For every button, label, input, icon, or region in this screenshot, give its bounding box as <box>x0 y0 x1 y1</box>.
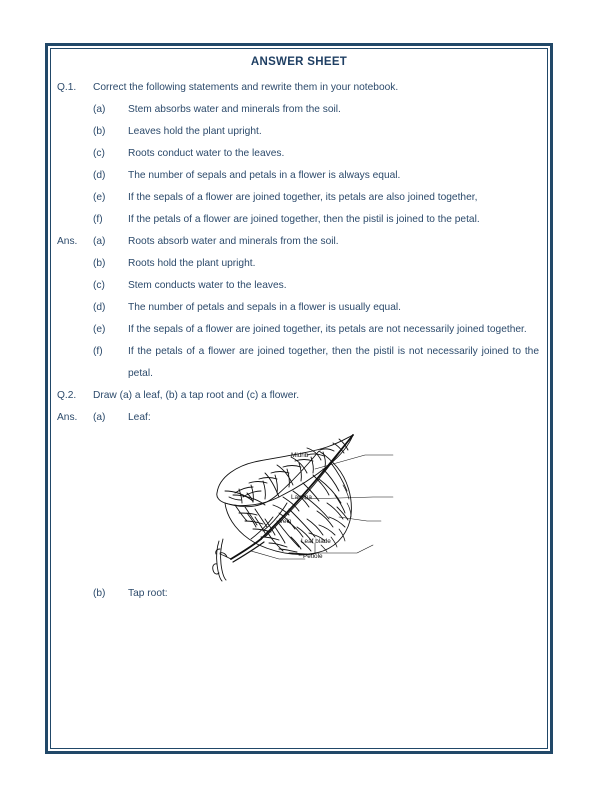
answer-text: Leaf: <box>128 412 151 423</box>
answer-letter: (f) <box>93 346 103 357</box>
page-title: ANSWER SHEET <box>250 56 348 68</box>
question-1-answer-c <box>57 275 541 297</box>
answer-text: If the petals of a flower are joined together, then the pistil is not necessarily joined to the petal. <box>128 346 539 379</box>
leaf-diagram-icon <box>187 433 437 583</box>
question-1-answer-a <box>57 231 541 253</box>
question-2-answer-b <box>57 583 541 605</box>
item-text: If the sepals of a flower are joined together, its petals are also joined together, <box>128 192 478 203</box>
answer-text: If the sepals of a flower are joined together, its petals are not necessarily joined together. <box>128 324 527 335</box>
leaf-label-petiole: Petiole <box>303 553 323 560</box>
answer-text: Tap root: <box>128 588 168 599</box>
question-1-answer-d <box>57 297 541 319</box>
question-1-prompt: Correct the following statements and rewrite them in your notebook. <box>93 82 399 93</box>
question-2-answer-a <box>57 407 541 429</box>
answer-letter: (e) <box>93 324 106 335</box>
item-letter: (f) <box>93 214 103 225</box>
leaf-figure <box>57 433 541 583</box>
question-1-item-f <box>57 209 541 231</box>
item-text: Roots conduct water to the leaves. <box>128 148 285 159</box>
answer-letter: (d) <box>93 302 106 313</box>
document-body <box>51 77 547 605</box>
answer-text: Roots absorb water and minerals from the soil. <box>128 236 339 247</box>
leaf-label-midrib: Midrib <box>291 452 309 459</box>
question-1-prompt-row <box>57 77 541 99</box>
item-text: The number of sepals and petals in a flower is always equal. <box>128 170 401 181</box>
answer-letter: (c) <box>93 280 105 291</box>
item-letter: (b) <box>93 126 106 137</box>
item-letter: (d) <box>93 170 106 181</box>
answer-text: Stem conducts water to the leaves. <box>128 280 287 291</box>
item-letter: (a) <box>93 104 106 115</box>
question-1-answer-f <box>57 341 541 385</box>
question-1-item-d <box>57 165 541 187</box>
leaf-label-lamina: Lamina <box>291 494 312 501</box>
item-text: Stem absorbs water and minerals from the soil. <box>128 104 341 115</box>
answer-letter: (a) <box>93 236 106 247</box>
item-letter: (c) <box>93 148 105 159</box>
answer-letter: (a) <box>93 412 106 423</box>
item-letter: (e) <box>93 192 106 203</box>
question-1-item-a <box>57 99 541 121</box>
question-1-item-c <box>57 143 541 165</box>
answer-label: Ans. <box>57 412 78 423</box>
question-2-prompt-row <box>57 385 541 407</box>
question-1-answer-e <box>57 319 541 341</box>
answer-text: The number of petals and sepals in a flower is usually equal. <box>128 302 401 313</box>
leaf-label-leaf-blade: Leaf blade <box>301 538 331 545</box>
question-2-number: Q.2. <box>57 390 77 401</box>
answer-text: Roots hold the plant upright. <box>128 258 256 269</box>
question-1-item-b <box>57 121 541 143</box>
answer-letter: (b) <box>93 588 106 599</box>
item-text: If the petals of a flower are joined together, then the pistil is joined to the petal. <box>128 214 480 225</box>
question-2-prompt: Draw (a) a leaf, (b) a tap root and (c) a flower. <box>93 390 300 401</box>
answer-label: Ans. <box>57 236 78 247</box>
question-1-item-e <box>57 187 541 209</box>
answer-letter: (b) <box>93 258 106 269</box>
leaf-label-vein: Vein <box>279 518 292 525</box>
question-1-answer-b <box>57 253 541 275</box>
item-text: Leaves hold the plant upright. <box>128 126 262 137</box>
question-1-number: Q.1. <box>57 82 77 93</box>
document-content <box>51 49 547 748</box>
